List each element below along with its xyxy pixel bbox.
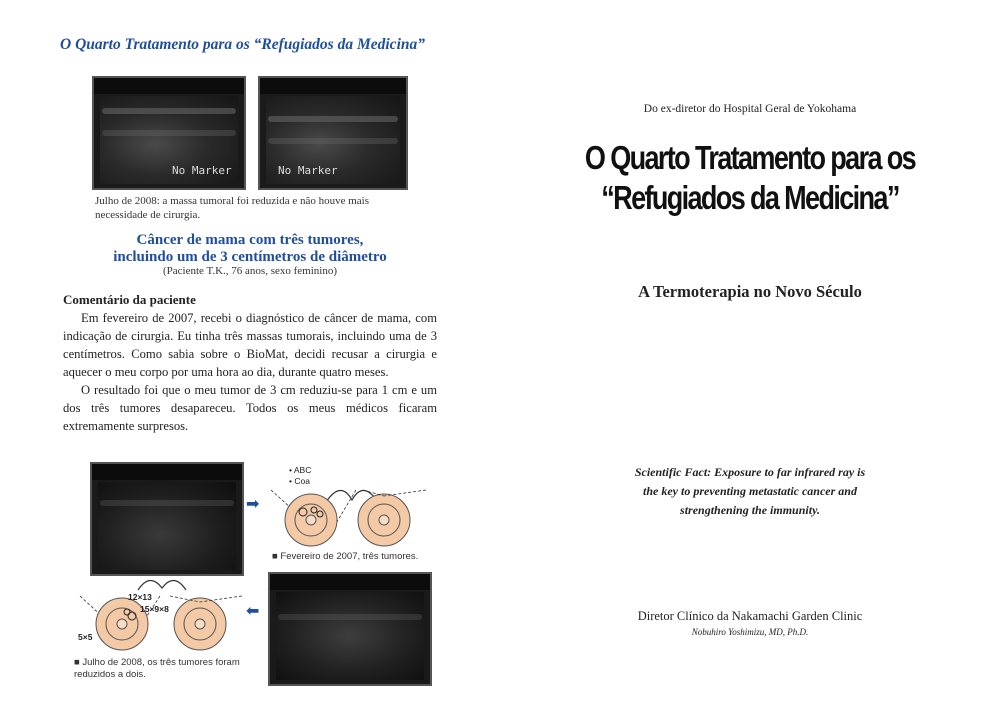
- ultrasound-feb-2007: [90, 462, 244, 576]
- case-title-line2: incluindo um de 3 centímetros de diâmetro: [113, 249, 387, 265]
- book-title-line2: “Refugiados da Medicina”: [601, 179, 899, 216]
- former-director-line: Do ex-diretor do Hospital Geral de Yokohama: [643, 103, 857, 115]
- size-label-1: 12×13: [128, 592, 152, 602]
- ultrasound-jul-2008: [268, 572, 432, 686]
- arrow-right-icon: ➡: [246, 494, 260, 513]
- comment-paragraph-1: Em fevereiro de 2007, recebi o diagnóstico de câncer de mama, com indicação de cirurgia. Eu tinha três massas tumorais, incluindo uma de 3 centímetros. Como sabia sobre o BioMat, decidi recusar a cirurgia e aquecer o meu corpo por uma hora ao dia, durante quatro meses.: [63, 311, 437, 379]
- comment-body: [63, 309, 437, 435]
- caption-jul-2008: [74, 657, 264, 681]
- case-title-line1: Câncer de mama com três tumores,: [136, 232, 364, 248]
- breast-diagram-jul: [70, 572, 250, 657]
- marker-label: No Marker: [172, 164, 232, 177]
- caption-feb-text: Fevereiro de 2007, três tumores.: [280, 551, 419, 562]
- size-label-3: 5×5: [78, 632, 93, 642]
- fact-line-2: the key to preventing metastatic cancer and: [643, 484, 857, 498]
- book-title: [578, 138, 922, 218]
- bullet-square-icon: ■: [272, 551, 278, 562]
- running-head: O Quarto Tratamento para os “Refugiados da Medicina”: [60, 36, 425, 53]
- legend-coa: • Coa: [289, 476, 310, 486]
- case-title: [80, 232, 420, 266]
- patient-info: (Paciente T.K., 76 anos, sexo feminino): [162, 265, 338, 277]
- fact-line-3: strengthening the immunity.: [680, 503, 820, 517]
- size-label-2: 15×9×8: [140, 604, 169, 614]
- author-role: Diretor Clínico da Nakamachi Garden Clinic: [637, 609, 863, 623]
- fact-line-1: Scientific Fact: Exposure to far infrared ray is: [634, 465, 866, 479]
- book-subtitle: A Termoterapia no Novo Século: [638, 282, 862, 301]
- image-caption: Julho de 2008: a massa tumoral foi reduzida e não houve mais necessidade de cirurgia.: [95, 195, 370, 221]
- legend-abc: • ABC: [289, 465, 312, 475]
- bullet-square-icon: ■: [74, 657, 80, 668]
- author-name: Nobuhiro Yoshimizu, MD, Ph.D.: [691, 627, 809, 637]
- book-title-line1: O Quarto Tratamento para os: [584, 139, 916, 176]
- comment-heading: Comentário da paciente: [63, 292, 196, 307]
- diagram-legend: [289, 465, 311, 487]
- caption-feb-2007: [272, 551, 418, 563]
- ultrasound-image-after: [258, 76, 408, 190]
- scientific-fact: [600, 463, 900, 520]
- arrow-left-icon: ⬅: [246, 601, 260, 620]
- caption-jul-text: Julho de 2008, os três tumores foram reduzidos a dois.: [74, 657, 240, 680]
- comment-paragraph-2: O resultado foi que o meu tumor de 3 cm reduziu-se para 1 cm e um dos três tumores desapareceu. Todos os meus médicos ficaram extremamente surpresos.: [63, 383, 437, 433]
- marker-label: No Marker: [278, 164, 338, 177]
- ultrasound-image-before: [92, 76, 246, 190]
